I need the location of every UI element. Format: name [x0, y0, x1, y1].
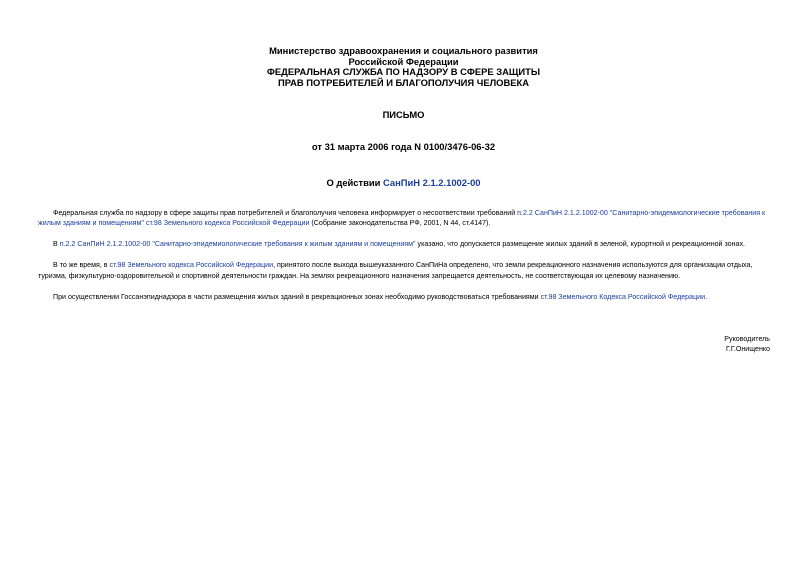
- signatory-title: Руководитель: [724, 335, 770, 343]
- paragraph-1: [38, 208, 772, 229]
- paragraph-4: [38, 292, 772, 302]
- subject-sanpin-link[interactable]: СанПиН 2.1.2.1002-00: [383, 177, 481, 188]
- paragraph-3-text-a: В то же время, в: [53, 261, 110, 270]
- paragraph-4-text-b: .: [705, 293, 708, 302]
- paragraph-3: [38, 260, 772, 281]
- document-date: от 31 марта 2006 года N 0100/3476-06-32: [311, 141, 496, 152]
- document-body: [38, 208, 772, 313]
- sanpin-clause-link[interactable]: п.2.2 СанПиН 2.1.2.1002-00 "Санитарно-эпидемиологические требования к жилым зданиям и помещениям": [59, 239, 416, 248]
- signature-block: [724, 334, 770, 354]
- sanpin-clause-link[interactable]: п.2.2 СанПиН 2.1.2.1002-00 "Санитарно-эпидемиологические требования к жилым зданиям и помещениям": [38, 209, 766, 228]
- header-service-line2: ПРАВ ПОТРЕБИТЕЛЕЙ И БЛАГОПОЛУЧИЯ ЧЕЛОВЕКА: [278, 76, 529, 88]
- paragraph-4-text-a: При осуществлении Госсанэпиднадзора в части размещения жилых зданий в рекреационных зонах необходимо руководствоваться требованиями: [53, 293, 541, 302]
- paragraph-2: [38, 239, 772, 249]
- land-code-article-link[interactable]: ст.98 Земельного кодекса Российской Федерации: [145, 219, 310, 228]
- header-service-line1: ФЕДЕРАЛЬНАЯ СЛУЖБА ПО НАДЗОРУ В СФЕРЕ ЗАЩИТЫ: [266, 66, 541, 78]
- paragraph-3-text-b: , принятого после выхода вышеуказанного СанПиНа определено, что земли рекреационного назначения используются для организации отдыха, туризма, физкультурно-оздоровительной и спортивной деятельности граждан. На землях рекреационного назначения запрещается деятельность, не соответствующая их целевому назначению.: [38, 261, 753, 280]
- signatory-name: Г.Г.Онищенко: [725, 345, 770, 354]
- header-country: Российской Федерации: [348, 55, 459, 67]
- document-subject: [0, 177, 807, 188]
- header-ministry: Министерство здравоохранения и социального развития: [269, 45, 538, 56]
- document-type: ПИСЬМО: [382, 109, 425, 120]
- subject-prefix: О действии: [326, 177, 384, 188]
- paragraph-1-text-a: Федеральная служба по надзору в сфере защиты прав потребителей и благополучия человека информирует о несоответствии требований: [53, 209, 518, 217]
- document-header: [0, 46, 807, 88]
- land-code-article-link[interactable]: ст.98 Земельного Кодекса Российской Федерации: [540, 293, 706, 302]
- land-code-article-link[interactable]: ст.98 Земельного кодекса Российской Федерации: [109, 261, 274, 270]
- paragraph-2-text-b: указано, что допускается размещение жилых зданий в зеленой, курортной и рекреационной зонах.: [415, 239, 745, 248]
- paragraph-1-text-c: (Собрание законодательства РФ, 2001, N 44, ст.4147).: [309, 219, 491, 228]
- paragraph-2-text-a: В: [53, 239, 60, 248]
